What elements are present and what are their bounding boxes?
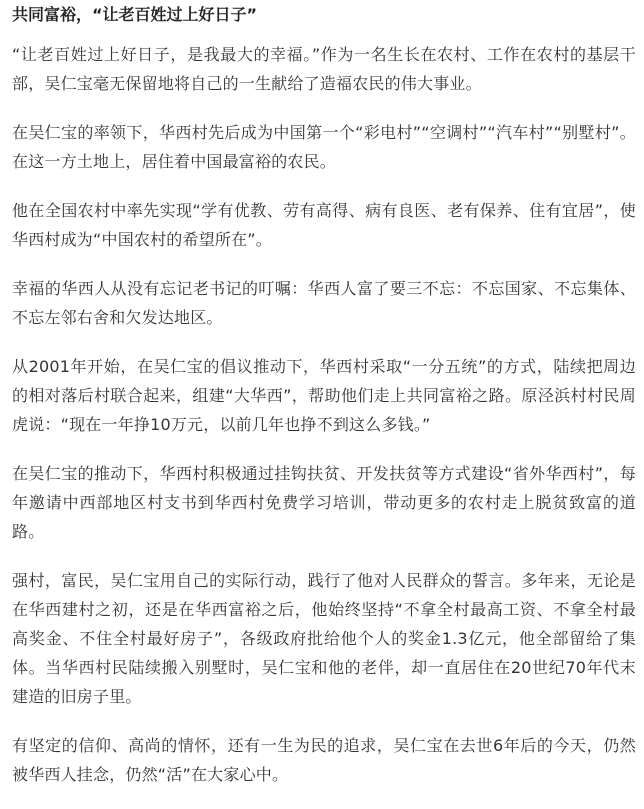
paragraph-2: 在吴仁宝的率领下，华西村先后成为中国第一个“彩电村”“空调村”“汽车村”“别墅村”。在这一方土地上，居住着中国最富裕的农民。 xyxy=(12,123,636,171)
section-heading: 共同富裕，“让老百姓过上好日子” xyxy=(12,5,258,24)
paragraph-7: 强村，富民，吴仁宝用自己的实际行动，践行了他对人民群众的誓言。多年来，无论是在华西建村之初，还是在华西富裕之后，他始终坚持“不拿全村最高工资、不拿全村最高奖金、不住全村最好房子”，各级政府批给他个人的奖金1.3亿元，他全部留给了集体。当华西村民陆续搬入别墅时，吴仁宝和他的老伴，却一直居住在20世纪70年代末建造的旧房子里。 xyxy=(12,571,636,706)
paragraph-3: 他在全国农村中率先实现“学有优教、劳有高得、病有良医、老有保养、住有宜居”，使华西村成为“中国农村的希望所在”。 xyxy=(12,201,636,249)
paragraph-4: 幸福的华西人从没有忘记老书记的叮嘱：华西人富了要三不忘：不忘国家、不忘集体、不忘左邻右舍和欠发达地区。 xyxy=(12,279,636,327)
article-body xyxy=(12,4,636,809)
paragraph-8: 有坚定的信仰、高尚的情怀，还有一生为民的追求，吴仁宝在去世6年后的今天，仍然被华西人挂念，仍然“活”在大家心中。 xyxy=(12,736,636,784)
paragraph-5: 从2001年开始，在吴仁宝的倡议推动下，华西村采取“一分五统”的方式，陆续把周边的相对落后村联合起来，组建“大华西”，帮助他们走上共同富裕之路。原泾浜村村民周虎说：“现在一年挣10万元，以前几年也挣不到这么多钱。” xyxy=(12,357,636,434)
paragraph-6: 在吴仁宝的推动下，华西村积极通过挂钩扶贫、开发扶贫等方式建设“省外华西村”，每年邀请中西部地区村支书到华西村免费学习培训，带动更多的农村走上脱贫致富的道路。 xyxy=(12,464,636,541)
paragraph-1: “让老百姓过上好日子，是我最大的幸福。”作为一名生长在农村、工作在农村的基层干部，吴仁宝毫无保留地将自己的一生献给了造福农民的伟大事业。 xyxy=(12,45,636,93)
